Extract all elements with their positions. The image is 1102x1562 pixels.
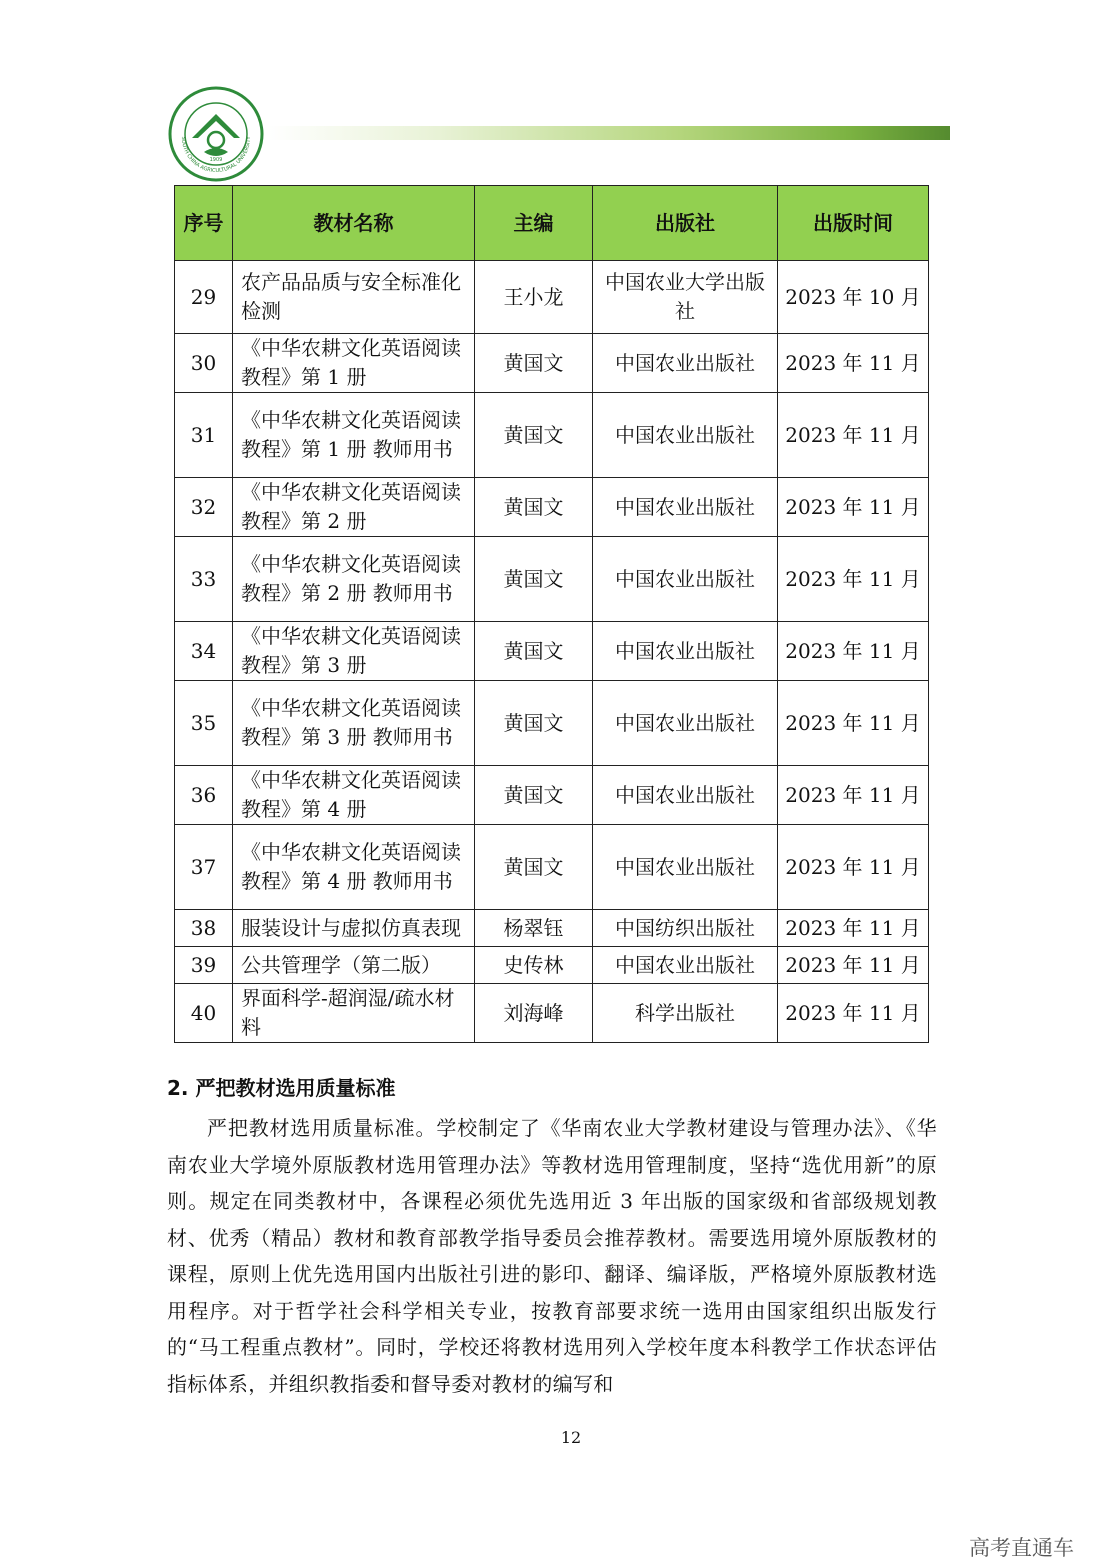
cell-date: 2023 年 11 月 [778,393,929,478]
cell-date: 2023 年 11 月 [778,334,929,393]
cell-editor: 黄国文 [475,478,593,537]
cell-name: 《中华农耕文化英语阅读教程》第 2 册 [233,478,475,537]
cell-seq: 29 [175,261,233,334]
table-row [175,478,929,537]
cell-seq: 32 [175,478,233,537]
cell-editor: 史传林 [475,947,593,984]
cell-editor: 黄国文 [475,681,593,766]
table-header-row [175,186,929,261]
cell-name: 《中华农耕文化英语阅读教程》第 1 册 教师用书 [233,393,475,478]
header-name: 教材名称 [233,186,475,261]
cell-name: 《中华农耕文化英语阅读教程》第 2 册 教师用书 [233,537,475,622]
cell-editor: 王小龙 [475,261,593,334]
cell-editor: 刘海峰 [475,984,593,1043]
cell-date: 2023 年 11 月 [778,947,929,984]
cell-seq: 39 [175,947,233,984]
cell-seq: 36 [175,766,233,825]
cell-name: 服装设计与虚拟仿真表现 [233,910,475,947]
cell-name: 农产品品质与安全标准化检测 [233,261,475,334]
table-row [175,766,929,825]
cell-name: 界面科学-超润湿/疏水材料 [233,984,475,1043]
cell-publisher: 中国农业出版社 [593,334,778,393]
cell-seq: 30 [175,334,233,393]
cell-publisher: 科学出版社 [593,984,778,1043]
header-publisher: 出版社 [593,186,778,261]
cell-date: 2023 年 11 月 [778,537,929,622]
table-row [175,910,929,947]
table-row [175,261,929,334]
table-row [175,393,929,478]
cell-date: 2023 年 11 月 [778,825,929,910]
university-seal-icon [168,86,264,182]
cell-seq: 34 [175,622,233,681]
cell-publisher: 中国农业出版社 [593,537,778,622]
cell-seq: 31 [175,393,233,478]
cell-seq: 33 [175,537,233,622]
cell-editor: 黄国文 [475,334,593,393]
header-date: 出版时间 [778,186,929,261]
cell-editor: 黄国文 [475,393,593,478]
cell-seq: 37 [175,825,233,910]
cell-publisher: 中国农业出版社 [593,825,778,910]
cell-name: 《中华农耕文化英语阅读教程》第 1 册 [233,334,475,393]
table-row [175,984,929,1043]
table-row [175,334,929,393]
cell-publisher: 中国农业出版社 [593,622,778,681]
cell-date: 2023 年 11 月 [778,984,929,1043]
seal-year: 1909 [209,157,223,163]
watermark-text: 高考直通车 [969,1536,1074,1560]
cell-date: 2023 年 11 月 [778,622,929,681]
cell-publisher: 中国农业大学出版社 [593,261,778,334]
table-row [175,681,929,766]
page-number: 12 [560,1428,582,1447]
cell-editor: 黄国文 [475,766,593,825]
table-row [175,537,929,622]
header-editor: 主编 [475,186,593,261]
cell-publisher: 中国农业出版社 [593,681,778,766]
header-seq: 序号 [175,186,233,261]
cell-publisher: 中国农业出版社 [593,478,778,537]
header-gradient-bar [268,126,950,140]
cell-date: 2023 年 11 月 [778,766,929,825]
cell-publisher: 中国农业出版社 [593,766,778,825]
cell-editor: 黄国文 [475,622,593,681]
table-row [175,622,929,681]
cell-editor: 杨翠钰 [475,910,593,947]
table-row [175,825,929,910]
body-paragraph: 严把教材选用质量标准。学校制定了《华南农业大学教材建设与管理办法》、《华南农业大学境外原版教材选用管理办法》等教材选用管理制度，坚持“选优用新”的原则。规定在同类教材中，各课程必须优先选用近 3 年出版的国家级和省部级规划教材、优秀（精品）教材和教育部教学指导委员会推荐教材。需要选用境外原版教材的课程，原则上优先选用国内出版社引进的影印、翻译、编译版，严格境外原版教材选用程序。对于哲学社会科学相关专业，按教育部要求统一选用由国家组织出版发行的“马工程重点教材”。同时，学校还将教材选用列入学校年度本科教学工作状态评估指标体系，并组织教指委和督导委对教材的编写和 [167,1116,937,1396]
cell-name: 公共管理学（第二版） [233,947,475,984]
cell-publisher: 中国农业出版社 [593,947,778,984]
cell-date: 2023 年 11 月 [778,681,929,766]
seal-english-text: SOUTH CHINA AGRICULTURAL UNIVERSITY [179,136,253,175]
cell-name: 《中华农耕文化英语阅读教程》第 4 册 教师用书 [233,825,475,910]
cell-name: 《中华农耕文化英语阅读教程》第 3 册 教师用书 [233,681,475,766]
cell-seq: 38 [175,910,233,947]
cell-name: 《中华农耕文化英语阅读教程》第 4 册 [233,766,475,825]
cell-editor: 黄国文 [475,825,593,910]
textbook-table [174,185,929,1043]
cell-publisher: 中国纺织出版社 [593,910,778,947]
cell-date: 2023 年 10 月 [778,261,929,334]
table-row [175,947,929,984]
cell-seq: 40 [175,984,233,1043]
section-heading: 2. 严把教材选用质量标准 [167,1076,396,1100]
cell-seq: 35 [175,681,233,766]
cell-editor: 黄国文 [475,537,593,622]
cell-publisher: 中国农业出版社 [593,393,778,478]
cell-name: 《中华农耕文化英语阅读教程》第 3 册 [233,622,475,681]
cell-date: 2023 年 11 月 [778,478,929,537]
cell-date: 2023 年 11 月 [778,910,929,947]
